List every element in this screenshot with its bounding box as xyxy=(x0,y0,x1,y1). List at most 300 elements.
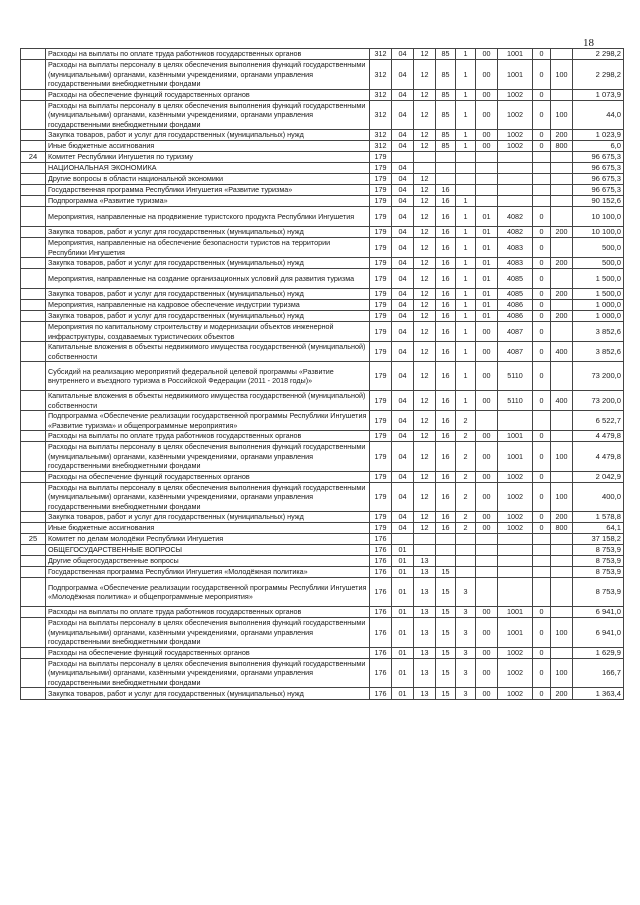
direction-code-cell: 4082 xyxy=(498,207,533,227)
ved-code-cell: 179 xyxy=(370,482,392,512)
program-code-cell: 16 xyxy=(436,482,456,512)
expense-type-cell: 100 xyxy=(551,442,573,472)
row-number-cell xyxy=(21,431,46,442)
direction-suffix-cell xyxy=(533,174,551,185)
row-number-cell xyxy=(21,647,46,658)
row-name-cell: Расходы на обеспечение функций государственных органов xyxy=(46,647,370,658)
direction-code-cell: 1002 xyxy=(498,647,533,658)
row-number-cell xyxy=(21,512,46,523)
event-code-cell: 01 xyxy=(476,258,498,269)
table-row xyxy=(21,196,624,207)
expense-type-cell: 100 xyxy=(551,482,573,512)
subprogram-code-cell: 1 xyxy=(456,258,476,269)
row-name-cell: Расходы на выплаты персоналу в целях обеспечения выполнения функций государственными (муниципальными) органами, казёнными учреждениями, органами управления государственными внебюджетными фондами xyxy=(46,60,370,90)
program-code-cell: 16 xyxy=(436,512,456,523)
subsection-code-cell: 12 xyxy=(414,60,436,90)
row-name-cell: Другие общегосударственные вопросы xyxy=(46,556,370,567)
row-name-cell: Мероприятия, направленные на обеспечение безопасности туристов на территории Республики Ингушетия xyxy=(46,238,370,258)
event-code-cell: 00 xyxy=(476,647,498,658)
amount-cell: 8 753,9 xyxy=(573,556,624,567)
row-number-cell xyxy=(21,545,46,556)
amount-cell: 3 852,6 xyxy=(573,322,624,342)
page-number: 18 xyxy=(583,37,594,49)
amount-cell: 500,0 xyxy=(573,258,624,269)
ved-code-cell: 179 xyxy=(370,411,392,431)
expense-type-cell xyxy=(551,578,573,607)
event-code-cell xyxy=(476,185,498,196)
ved-code-cell: 176 xyxy=(370,647,392,658)
section-code-cell: 04 xyxy=(392,258,414,269)
direction-suffix-cell: 0 xyxy=(533,130,551,141)
section-code-cell: 04 xyxy=(392,174,414,185)
direction-suffix-cell xyxy=(533,567,551,578)
program-code-cell: 16 xyxy=(436,342,456,362)
row-number-cell xyxy=(21,411,46,431)
amount-cell: 1 073,9 xyxy=(573,89,624,100)
program-code-cell: 16 xyxy=(436,289,456,300)
subprogram-code-cell: 1 xyxy=(456,300,476,311)
subsection-code-cell xyxy=(414,545,436,556)
expense-type-cell xyxy=(551,471,573,482)
section-code-cell: 04 xyxy=(392,49,414,60)
amount-cell: 44,0 xyxy=(573,100,624,130)
expense-type-cell: 200 xyxy=(551,311,573,322)
expense-type-cell xyxy=(551,89,573,100)
row-number-cell xyxy=(21,342,46,362)
program-code-cell: 15 xyxy=(436,578,456,607)
table-row xyxy=(21,391,624,411)
direction-suffix-cell: 0 xyxy=(533,289,551,300)
row-name-cell: Иные бюджетные ассигнования xyxy=(46,523,370,534)
direction-suffix-cell: 0 xyxy=(533,49,551,60)
section-code-cell: 04 xyxy=(392,141,414,152)
table-row xyxy=(21,130,624,141)
section-code-cell: 04 xyxy=(392,322,414,342)
ved-code-cell: 312 xyxy=(370,89,392,100)
program-code-cell: 85 xyxy=(436,141,456,152)
expense-type-cell xyxy=(551,49,573,60)
subprogram-code-cell: 2 xyxy=(456,471,476,482)
ved-code-cell: 176 xyxy=(370,658,392,688)
direction-code-cell: 1001 xyxy=(498,607,533,618)
section-code-cell: 04 xyxy=(392,523,414,534)
direction-code-cell: 1002 xyxy=(498,89,533,100)
ved-code-cell: 179 xyxy=(370,163,392,174)
expense-type-cell xyxy=(551,185,573,196)
amount-cell: 90 152,6 xyxy=(573,196,624,207)
amount-cell: 2 298,2 xyxy=(573,60,624,90)
subsection-code-cell: 12 xyxy=(414,322,436,342)
event-code-cell: 00 xyxy=(476,688,498,700)
program-code-cell: 16 xyxy=(436,300,456,311)
expense-type-cell: 200 xyxy=(551,289,573,300)
table-row xyxy=(21,300,624,311)
event-code-cell: 00 xyxy=(476,618,498,648)
section-code-cell: 01 xyxy=(392,647,414,658)
ved-code-cell: 179 xyxy=(370,512,392,523)
event-code-cell: 01 xyxy=(476,311,498,322)
section-code-cell: 04 xyxy=(392,60,414,90)
table-row xyxy=(21,512,624,523)
subsection-code-cell xyxy=(414,163,436,174)
table-row xyxy=(21,311,624,322)
table-row xyxy=(21,647,624,658)
expense-type-cell: 200 xyxy=(551,227,573,238)
program-code-cell: 16 xyxy=(436,442,456,472)
row-number-cell xyxy=(21,238,46,258)
subsection-code-cell: 12 xyxy=(414,49,436,60)
direction-code-cell xyxy=(498,556,533,567)
event-code-cell: 00 xyxy=(476,141,498,152)
program-code-cell: 85 xyxy=(436,89,456,100)
direction-code-cell: 1002 xyxy=(498,512,533,523)
program-code-cell: 15 xyxy=(436,658,456,688)
ved-code-cell: 176 xyxy=(370,545,392,556)
subsection-code-cell: 12 xyxy=(414,362,436,391)
section-code-cell: 04 xyxy=(392,227,414,238)
budget-table-body xyxy=(21,49,624,700)
row-number-cell xyxy=(21,289,46,300)
amount-cell: 500,0 xyxy=(573,238,624,258)
direction-suffix-cell xyxy=(533,534,551,545)
program-code-cell: 16 xyxy=(436,471,456,482)
section-code-cell: 04 xyxy=(392,89,414,100)
expense-type-cell xyxy=(551,207,573,227)
expense-type-cell xyxy=(551,647,573,658)
subprogram-code-cell: 1 xyxy=(456,207,476,227)
ved-code-cell: 179 xyxy=(370,322,392,342)
direction-suffix-cell: 0 xyxy=(533,431,551,442)
expense-type-cell xyxy=(551,534,573,545)
event-code-cell: 00 xyxy=(476,658,498,688)
event-code-cell: 00 xyxy=(476,607,498,618)
ved-code-cell: 312 xyxy=(370,130,392,141)
row-name-cell: ОБЩЕГОСУДАРСТВЕННЫЕ ВОПРОСЫ xyxy=(46,545,370,556)
section-code-cell: 04 xyxy=(392,100,414,130)
amount-cell: 2 042,9 xyxy=(573,471,624,482)
event-code-cell xyxy=(476,556,498,567)
subprogram-code-cell: 1 xyxy=(456,130,476,141)
direction-suffix-cell: 0 xyxy=(533,342,551,362)
direction-suffix-cell: 0 xyxy=(533,482,551,512)
row-name-cell: Расходы на выплаты персоналу в целях обеспечения выполнения функций государственными (муниципальными) органами, казёнными учреждениями, органами управления государственными внебюджетными фондами xyxy=(46,618,370,648)
row-number-cell xyxy=(21,258,46,269)
direction-suffix-cell: 0 xyxy=(533,607,551,618)
direction-suffix-cell: 0 xyxy=(533,300,551,311)
amount-cell: 73 200,0 xyxy=(573,362,624,391)
expense-type-cell xyxy=(551,322,573,342)
subprogram-code-cell xyxy=(456,185,476,196)
row-number-cell xyxy=(21,442,46,472)
direction-code-cell: 1002 xyxy=(498,523,533,534)
direction-suffix-cell: 0 xyxy=(533,512,551,523)
direction-suffix-cell xyxy=(533,196,551,207)
section-code-cell: 04 xyxy=(392,362,414,391)
expense-type-cell xyxy=(551,431,573,442)
event-code-cell: 00 xyxy=(476,60,498,90)
subsection-code-cell: 12 xyxy=(414,512,436,523)
ved-code-cell: 312 xyxy=(370,49,392,60)
row-number-cell xyxy=(21,207,46,227)
amount-cell: 1 023,9 xyxy=(573,130,624,141)
program-code-cell xyxy=(436,152,456,163)
section-code-cell: 04 xyxy=(392,442,414,472)
amount-cell: 10 100,0 xyxy=(573,227,624,238)
subprogram-code-cell xyxy=(456,567,476,578)
section-code-cell: 01 xyxy=(392,567,414,578)
subsection-code-cell: 12 xyxy=(414,196,436,207)
direction-suffix-cell: 0 xyxy=(533,442,551,472)
event-code-cell: 01 xyxy=(476,227,498,238)
subsection-code-cell: 12 xyxy=(414,227,436,238)
row-name-cell: Подпрограмма «Обеспечение реализации государственной программы Республики Ингушетия «Развитие туризма» и общепрограммные мероприятия» xyxy=(46,411,370,431)
event-code-cell: 00 xyxy=(476,431,498,442)
amount-cell: 6,0 xyxy=(573,141,624,152)
direction-code-cell xyxy=(498,163,533,174)
row-number-cell xyxy=(21,311,46,322)
section-code-cell: 04 xyxy=(392,207,414,227)
section-code-cell: 01 xyxy=(392,578,414,607)
direction-suffix-cell: 0 xyxy=(533,269,551,289)
row-number-cell xyxy=(21,607,46,618)
table-row xyxy=(21,238,624,258)
direction-code-cell xyxy=(498,174,533,185)
ved-code-cell: 176 xyxy=(370,556,392,567)
direction-code-cell: 4085 xyxy=(498,269,533,289)
table-row xyxy=(21,60,624,90)
amount-cell: 1 578,8 xyxy=(573,512,624,523)
table-row xyxy=(21,523,624,534)
row-number-cell xyxy=(21,658,46,688)
row-number-cell xyxy=(21,196,46,207)
subprogram-code-cell: 3 xyxy=(456,618,476,648)
table-row xyxy=(21,141,624,152)
direction-suffix-cell: 0 xyxy=(533,258,551,269)
subprogram-code-cell: 1 xyxy=(456,269,476,289)
subprogram-code-cell: 1 xyxy=(456,362,476,391)
amount-cell: 4 479,8 xyxy=(573,431,624,442)
subprogram-code-cell: 3 xyxy=(456,658,476,688)
direction-code-cell: 5110 xyxy=(498,391,533,411)
subprogram-code-cell: 2 xyxy=(456,411,476,431)
row-number-cell xyxy=(21,482,46,512)
row-name-cell: Субсидий на реализацию мероприятий федеральной целевой программы «Развитие внутреннего и въездного туризма в Российской Федерации (2011 - 2018 годы)» xyxy=(46,362,370,391)
amount-cell: 1 500,0 xyxy=(573,289,624,300)
expense-type-cell xyxy=(551,556,573,567)
section-code-cell: 01 xyxy=(392,618,414,648)
section-code-cell: 04 xyxy=(392,163,414,174)
table-row xyxy=(21,322,624,342)
ved-code-cell: 179 xyxy=(370,311,392,322)
direction-code-cell: 1002 xyxy=(498,482,533,512)
program-code-cell: 16 xyxy=(436,238,456,258)
direction-suffix-cell: 0 xyxy=(533,362,551,391)
expense-type-cell xyxy=(551,411,573,431)
expense-type-cell xyxy=(551,300,573,311)
subsection-code-cell: 12 xyxy=(414,391,436,411)
row-name-cell: Закупка товаров, работ и услуг для государственных (муниципальных) нужд xyxy=(46,258,370,269)
section-code-cell: 01 xyxy=(392,545,414,556)
program-code-cell: 16 xyxy=(436,322,456,342)
subprogram-code-cell: 1 xyxy=(456,238,476,258)
program-code-cell xyxy=(436,556,456,567)
direction-code-cell xyxy=(498,411,533,431)
row-number-cell xyxy=(21,130,46,141)
ved-code-cell: 179 xyxy=(370,300,392,311)
row-name-cell: Подпрограмма «Развитие туризма» xyxy=(46,196,370,207)
program-code-cell: 16 xyxy=(436,362,456,391)
program-code-cell: 15 xyxy=(436,618,456,648)
subprogram-code-cell: 3 xyxy=(456,688,476,700)
table-row xyxy=(21,258,624,269)
expense-type-cell xyxy=(551,152,573,163)
ved-code-cell: 176 xyxy=(370,688,392,700)
expense-type-cell: 100 xyxy=(551,100,573,130)
subprogram-code-cell: 1 xyxy=(456,391,476,411)
table-row xyxy=(21,578,624,607)
event-code-cell xyxy=(476,567,498,578)
subsection-code-cell xyxy=(414,534,436,545)
expense-type-cell: 100 xyxy=(551,618,573,648)
direction-suffix-cell xyxy=(533,578,551,607)
amount-cell: 96 675,3 xyxy=(573,152,624,163)
table-row xyxy=(21,688,624,700)
subprogram-code-cell xyxy=(456,556,476,567)
program-code-cell: 16 xyxy=(436,431,456,442)
row-number-cell xyxy=(21,174,46,185)
ved-code-cell: 176 xyxy=(370,567,392,578)
section-code-cell: 01 xyxy=(392,607,414,618)
subsection-code-cell: 12 xyxy=(414,300,436,311)
row-name-cell: Другие вопросы в области национальной экономики xyxy=(46,174,370,185)
subprogram-code-cell: 2 xyxy=(456,482,476,512)
event-code-cell: 00 xyxy=(476,512,498,523)
event-code-cell xyxy=(476,411,498,431)
expense-type-cell: 200 xyxy=(551,258,573,269)
ved-code-cell: 179 xyxy=(370,207,392,227)
subsection-code-cell: 12 xyxy=(414,442,436,472)
row-number-cell xyxy=(21,322,46,342)
expense-type-cell xyxy=(551,196,573,207)
subprogram-code-cell xyxy=(456,163,476,174)
ved-code-cell: 179 xyxy=(370,185,392,196)
amount-cell: 4 479,8 xyxy=(573,442,624,472)
program-code-cell: 15 xyxy=(436,607,456,618)
subprogram-code-cell: 1 xyxy=(456,322,476,342)
amount-cell: 64,1 xyxy=(573,523,624,534)
direction-code-cell xyxy=(498,567,533,578)
subprogram-code-cell xyxy=(456,534,476,545)
amount-cell: 8 753,9 xyxy=(573,567,624,578)
direction-suffix-cell: 0 xyxy=(533,207,551,227)
program-code-cell: 16 xyxy=(436,207,456,227)
subprogram-code-cell xyxy=(456,174,476,185)
table-row xyxy=(21,227,624,238)
table-row xyxy=(21,89,624,100)
event-code-cell: 00 xyxy=(476,391,498,411)
table-row xyxy=(21,431,624,442)
row-name-cell: Расходы на выплаты по оплате труда работников государственных органов xyxy=(46,431,370,442)
event-code-cell: 00 xyxy=(476,442,498,472)
event-code-cell xyxy=(476,196,498,207)
section-code-cell: 04 xyxy=(392,238,414,258)
amount-cell: 400,0 xyxy=(573,482,624,512)
direction-suffix-cell: 0 xyxy=(533,647,551,658)
subsection-code-cell: 13 xyxy=(414,578,436,607)
amount-cell: 10 100,0 xyxy=(573,207,624,227)
direction-code-cell xyxy=(498,545,533,556)
ved-code-cell: 176 xyxy=(370,578,392,607)
ved-code-cell: 179 xyxy=(370,289,392,300)
direction-code-cell xyxy=(498,534,533,545)
expense-type-cell xyxy=(551,238,573,258)
row-name-cell: Подпрограмма «Обеспечение реализации государственной программы Республики Ингушетия «Молодёжная политика» и общепрограммные мероприятия» xyxy=(46,578,370,607)
section-code-cell: 01 xyxy=(392,658,414,688)
subsection-code-cell: 13 xyxy=(414,607,436,618)
subsection-code-cell: 13 xyxy=(414,688,436,700)
row-name-cell: Капитальные вложения в объекты недвижимого имущества государственной (муниципальной) собственности xyxy=(46,391,370,411)
row-name-cell: Расходы на обеспечение функций государственных органов xyxy=(46,89,370,100)
event-code-cell: 01 xyxy=(476,269,498,289)
direction-suffix-cell: 0 xyxy=(533,89,551,100)
event-code-cell: 00 xyxy=(476,471,498,482)
row-number-cell xyxy=(21,60,46,90)
program-code-cell: 85 xyxy=(436,130,456,141)
expense-type-cell xyxy=(551,567,573,578)
subsection-code-cell: 12 xyxy=(414,100,436,130)
row-name-cell: Расходы на обеспечение функций государственных органов xyxy=(46,471,370,482)
direction-suffix-cell: 0 xyxy=(533,471,551,482)
subprogram-code-cell: 1 xyxy=(456,49,476,60)
event-code-cell: 00 xyxy=(476,100,498,130)
section-code-cell: 04 xyxy=(392,471,414,482)
subsection-code-cell xyxy=(414,152,436,163)
event-code-cell: 01 xyxy=(476,207,498,227)
direction-suffix-cell: 0 xyxy=(533,100,551,130)
subsection-code-cell: 12 xyxy=(414,238,436,258)
row-name-cell: Расходы на выплаты персоналу в целях обеспечения выполнения функций государственными (муниципальными) органами, казёнными учреждениями, органами управления государственными внебюджетными фондами xyxy=(46,658,370,688)
ved-code-cell: 179 xyxy=(370,431,392,442)
program-code-cell: 16 xyxy=(436,227,456,238)
direction-suffix-cell: 0 xyxy=(533,311,551,322)
row-name-cell: Мероприятия, направленные на кадровое обеспечение индустрии туризма xyxy=(46,300,370,311)
row-number-cell xyxy=(21,100,46,130)
expense-type-cell: 200 xyxy=(551,130,573,141)
expense-type-cell: 200 xyxy=(551,688,573,700)
program-code-cell: 16 xyxy=(436,196,456,207)
subsection-code-cell: 12 xyxy=(414,207,436,227)
ved-code-cell: 179 xyxy=(370,152,392,163)
table-row xyxy=(21,152,624,163)
table-row xyxy=(21,49,624,60)
table-row xyxy=(21,185,624,196)
row-name-cell: Государственная программа Республики Ингушетия «Молодёжная политика» xyxy=(46,567,370,578)
expense-type-cell: 200 xyxy=(551,512,573,523)
row-number-cell xyxy=(21,362,46,391)
table-row xyxy=(21,607,624,618)
event-code-cell xyxy=(476,578,498,607)
subprogram-code-cell: 2 xyxy=(456,523,476,534)
row-name-cell: Государственная программа Республики Ингушетия «Развитие туризма» xyxy=(46,185,370,196)
row-name-cell: Расходы на выплаты по оплате труда работников государственных органов xyxy=(46,49,370,60)
section-code-cell: 04 xyxy=(392,342,414,362)
section-code-cell xyxy=(392,152,414,163)
amount-cell: 1 629,9 xyxy=(573,647,624,658)
row-name-cell: Капитальные вложения в объекты недвижимого имущества государственной (муниципальной) собственности xyxy=(46,342,370,362)
event-code-cell xyxy=(476,163,498,174)
subsection-code-cell: 12 xyxy=(414,482,436,512)
subsection-code-cell: 13 xyxy=(414,556,436,567)
